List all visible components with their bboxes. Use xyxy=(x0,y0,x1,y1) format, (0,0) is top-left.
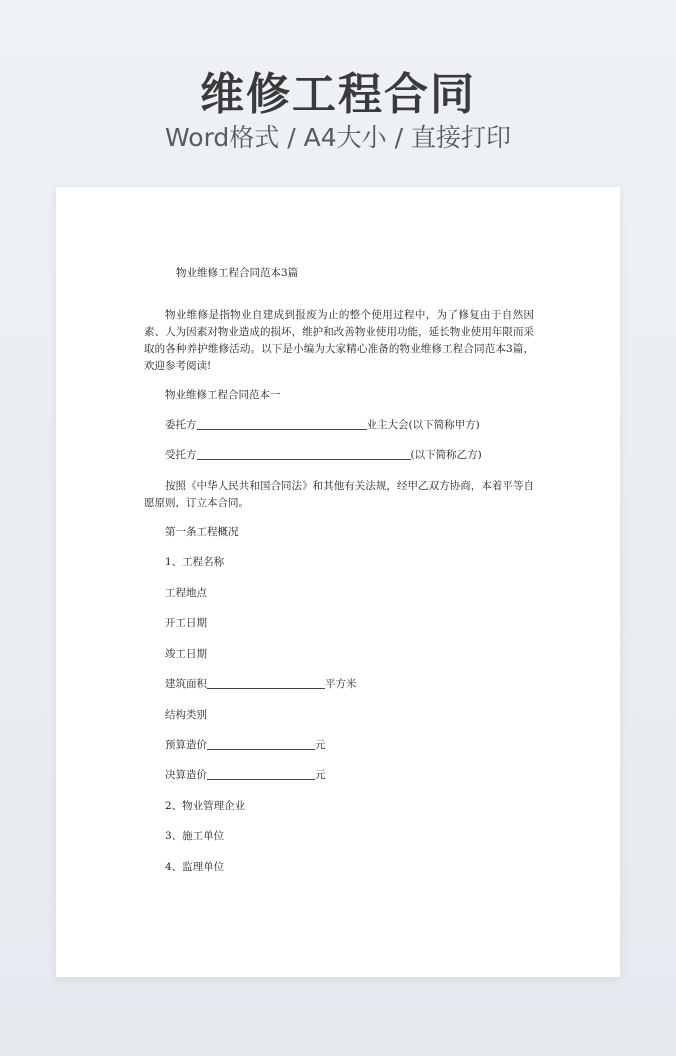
party-a-label: 委托方 xyxy=(165,419,197,431)
item-completion-date: 竣工日期 xyxy=(165,648,207,660)
party-a-line xyxy=(165,417,480,432)
settlement-unit: 元 xyxy=(315,769,326,781)
intro-paragraph: 物业维修是指物业自建成到报废为止的整个使用过程中，为了修复由于自然因素、人为因素对物业造成的损坏，维护和改善物业使用功能，延长物业使用年限而采取的各种养护维修活动。以下是小编为大家精心准备的物业维修工程合同范本3篇，欢迎参考阅读! xyxy=(144,309,534,372)
document-page xyxy=(56,187,620,977)
page-title: 维修工程合同 xyxy=(200,69,476,120)
building-area-blank[interactable] xyxy=(207,678,325,689)
document-title: 物业维修工程合同范本3篇 xyxy=(176,267,299,279)
item-property-company: 2、物业管理企业 xyxy=(165,800,246,812)
item-construction-unit: 3、施工单位 xyxy=(165,830,225,842)
clause-intro-paragraph: 按照《中华人民共和国合同法》和其他有关法规，经甲乙双方协商，本着平等自愿原则，订立本合同。 xyxy=(144,480,534,509)
budget-unit: 元 xyxy=(315,739,326,751)
party-b-label: 受托方 xyxy=(165,449,197,461)
item-supervision-unit: 4、监理单位 xyxy=(165,861,225,873)
building-area-line xyxy=(165,676,357,691)
settlement-line xyxy=(165,767,326,782)
party-b-blank[interactable] xyxy=(197,449,411,460)
settlement-blank[interactable] xyxy=(207,769,315,780)
party-b-suffix: (以下简称乙方) xyxy=(410,449,482,461)
item-structure-type: 结构类别 xyxy=(165,709,207,721)
budget-label: 预算造价 xyxy=(165,739,207,751)
item-start-date: 开工日期 xyxy=(165,617,207,629)
settlement-label: 决算造价 xyxy=(165,769,207,781)
building-area-unit: 平方米 xyxy=(325,678,357,690)
article-one-heading: 第一条工程概况 xyxy=(165,526,239,538)
budget-blank[interactable] xyxy=(207,739,315,750)
party-b-line xyxy=(165,447,482,462)
item-project-location: 工程地点 xyxy=(165,587,207,599)
party-a-blank[interactable] xyxy=(197,419,367,430)
item-project-name: 1、工程名称 xyxy=(165,556,225,568)
section-heading: 物业维修工程合同范本一 xyxy=(165,389,281,401)
budget-line xyxy=(165,737,326,752)
page-subtitle: Word格式 / A4大小 / 直接打印 xyxy=(165,123,511,152)
building-area-label: 建筑面积 xyxy=(165,678,207,690)
party-a-suffix: 业主大会(以下简称甲方) xyxy=(366,419,480,431)
